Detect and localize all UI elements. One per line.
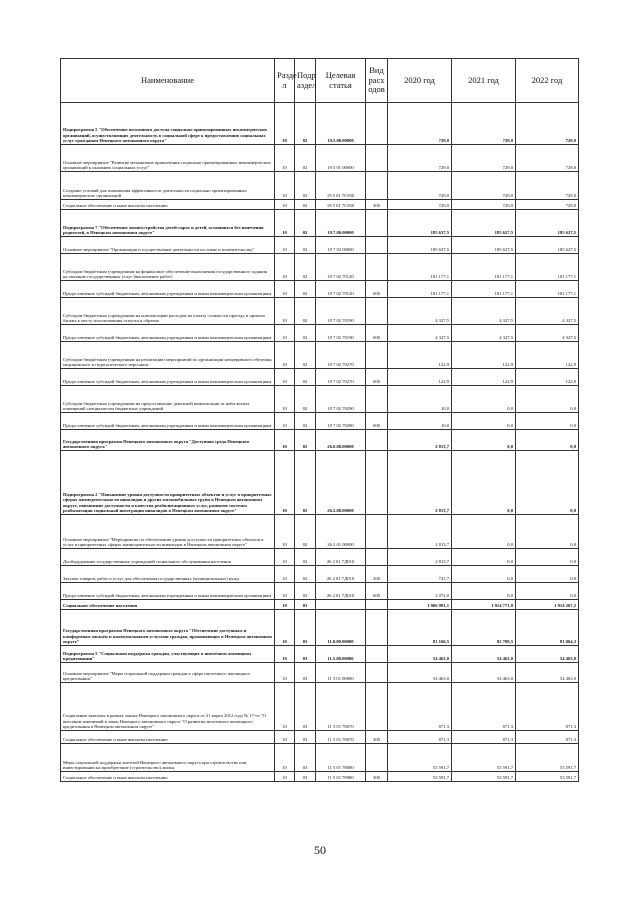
header-name: Наименование [61, 59, 275, 103]
table-body [61, 103, 579, 782]
row-vid-rashodov [366, 515, 388, 549]
row-value-2021: 185 627,5 [452, 210, 516, 237]
row-tselevaya-statya: 26 2 01 00000 [316, 515, 366, 549]
row-value-2021: 871,3 [452, 683, 516, 731]
row-name: Основное мероприятие "Организация и осуществление деятельности по опеке и попечительству" [61, 237, 275, 254]
row-value-2020: 2 813,7 [388, 430, 452, 451]
row-vid-rashodov [366, 103, 388, 145]
row-razdel: 10 [275, 430, 295, 451]
row-value-2022: 0,0 [516, 549, 579, 566]
table-row [61, 210, 579, 237]
row-value-2022: 0,0 [516, 413, 579, 430]
table-row [61, 430, 579, 451]
row-name: Подпрограмма 2 "Повышение уровня доступности приоритетных объектов и услуг в приоритетных сферах жизнедеятельности инвалидов и других маломобильных групп в Ненецком автономном округе, повышение доступности и качества реабилитационных услуг, развитие системы реабилитации социальной интеграции инвалидов в Ненецком автономном округе" [61, 451, 275, 515]
row-name: Дооборудование государственных учреждений социального обслуживания населения [61, 549, 275, 566]
row-razdel: 10 [275, 731, 295, 744]
row-podrazdel: 03 [295, 646, 316, 663]
row-name: Основное мероприятие "Мероприятия по обеспечению уровня доступности приоритетных объектов и услуг в приоритетных сферах жизнедеятельности инвалидов в Ненецком автономном округе" [61, 515, 275, 549]
row-name: Социальные выплаты в рамках закона Ненецкого автономного округа от 21 марта 2012 года № 17-оз "О внесении изменений в закон Ненецкого автономного округа "О развитии ипотечного жилищного кредитования в Ненецком автономном округе" [61, 683, 275, 731]
table-row [61, 515, 579, 549]
row-podrazdel: 02 [295, 342, 316, 369]
row-name: Субсидии бюджетным учреждениям на предоставление денежной компенсации за наём жилых помещений специалистам бюджетных учреждений [61, 386, 275, 413]
row-value-2021: 0,0 [452, 451, 516, 515]
row-value-2020: 4 327,5 [388, 298, 452, 325]
row-tselevaya-statya: 19 7 02 70120 [316, 254, 366, 281]
row-podrazdel: 02 [295, 298, 316, 325]
table-row [61, 663, 579, 683]
row-name: Закупка товаров, работ и услуг для обеспечения государственных (муниципальных) нужд [61, 566, 275, 583]
row-value-2022: 871,3 [516, 731, 579, 744]
row-value-2020: 181 177,1 [388, 281, 452, 298]
table-row [61, 342, 579, 369]
row-podrazdel: 02 [295, 386, 316, 413]
row-value-2021: 0,0 [452, 430, 516, 451]
row-value-2020: 185 637,5 [388, 237, 452, 254]
row-vid-rashodov [366, 386, 388, 413]
budget-table-page [60, 58, 578, 782]
row-vid-rashodov: 600 [366, 281, 388, 298]
row-name: Меры социальной поддержки жителей Ненецкого автономного округа при строительстве или инвестировании на приобретение (строительство) жилья [61, 744, 275, 772]
row-podrazdel: 02 [295, 413, 316, 430]
row-value-2020: 741,7 [388, 566, 452, 583]
row-value-2021: 53 591,7 [452, 772, 516, 782]
header-razdel: Разде л [275, 59, 295, 103]
row-value-2022: 53 591,7 [516, 772, 579, 782]
row-tselevaya-statya: 26 2 01 7Д010 [316, 566, 366, 583]
row-vid-rashodov [366, 254, 388, 281]
row-value-2022: 4 327,5 [516, 298, 579, 325]
row-name: Социальное обеспечение и иные выплаты населению [61, 772, 275, 782]
table-row [61, 744, 579, 772]
table-row [61, 610, 579, 646]
header-year-2022: 2022 год [516, 59, 579, 103]
row-podrazdel: 02 [295, 200, 316, 210]
row-value-2020: 871,3 [388, 731, 452, 744]
row-value-2022: 54 463,0 [516, 646, 579, 663]
table-row [61, 369, 579, 386]
row-value-2020: 181 177,1 [388, 254, 452, 281]
row-tselevaya-statya: 26 2 01 7Д010 [316, 549, 366, 566]
row-podrazdel: 02 [295, 210, 316, 237]
row-tselevaya-statya: 19.5.00.00000 [316, 103, 366, 145]
row-value-2022: 4 327,5 [516, 325, 579, 342]
header-podrazdel: Подр аздел [295, 59, 316, 103]
row-value-2022: 871,3 [516, 683, 579, 731]
row-value-2022: 0,0 [516, 386, 579, 413]
table-row [61, 600, 579, 610]
row-vid-rashodov: 600 [366, 369, 388, 386]
row-tselevaya-statya: 19 7 02 70190 [316, 325, 366, 342]
row-vid-rashodov [366, 744, 388, 772]
row-podrazdel: 02 [295, 237, 316, 254]
row-razdel: 10 [275, 325, 295, 342]
row-vid-rashodov: 300 [366, 200, 388, 210]
row-value-2022: 53 591,7 [516, 744, 579, 772]
row-tselevaya-statya: 11 5 01 00000 [316, 663, 366, 683]
row-podrazdel: 03 [295, 600, 316, 610]
row-value-2020: 729,0 [388, 172, 452, 200]
row-name: Подпрограмма 5 "Социальная поддержка граждан, участвующих в ипотечном жилищном кредитовании" [61, 646, 275, 663]
budget-table [60, 58, 579, 782]
row-tselevaya-statya [316, 600, 366, 610]
row-value-2021: 729,0 [452, 103, 516, 145]
row-podrazdel: 02 [295, 254, 316, 281]
table-row [61, 566, 579, 583]
row-razdel: 10 [275, 744, 295, 772]
row-vid-rashodov [366, 145, 388, 172]
row-name: Субсидии бюджетным учреждениям на реализацию мероприятий по организации непрерывного обучения медицинского и педагогического персонала [61, 342, 275, 369]
row-razdel: 10 [275, 583, 295, 600]
table-row [61, 583, 579, 600]
row-razdel: 10 [275, 103, 295, 145]
row-podrazdel: 02 [295, 515, 316, 549]
row-vid-rashodov [366, 600, 388, 610]
row-value-2022: 122,9 [516, 369, 579, 386]
table-row [61, 237, 579, 254]
row-value-2020: 54 463,0 [388, 663, 452, 683]
row-tselevaya-statya: 26.2.00.00000 [316, 451, 366, 515]
row-tselevaya-statya: 19 5 01 7С950 [316, 172, 366, 200]
row-vid-rashodov [366, 683, 388, 731]
row-tselevaya-statya: 26 2 01 7Д010 [316, 583, 366, 600]
row-podrazdel: 02 [295, 583, 316, 600]
row-value-2022: 729,0 [516, 145, 579, 172]
row-name: Социальное обеспечение и иные выплаты населению [61, 200, 275, 210]
row-podrazdel: 02 [295, 281, 316, 298]
header-tselevaya-statya: Целевая статья [316, 59, 366, 103]
row-razdel: 10 [275, 451, 295, 515]
row-name: Предоставление субсидий бюджетным, автономным учреждениям и иным некоммерческим организациям [61, 281, 275, 298]
table-row [61, 145, 579, 172]
table-row [61, 413, 579, 430]
row-razdel: 10 [275, 369, 295, 386]
row-name: Создание условий для повышения эффективности деятельности социально ориентированных некоммерческих организаций [61, 172, 275, 200]
row-razdel: 10 [275, 281, 295, 298]
row-value-2020: 81 166,5 [388, 610, 452, 646]
row-name: Подпрограмма 5 "Обеспечение поэтапного доступа социально ориентированных некоммерческих организаций, осуществляющих деятельность в социальной сфере к предоставлению социальных услуг гражданам Ненецкого автономного округа" [61, 103, 275, 145]
table-header-row [61, 59, 579, 103]
table-row [61, 683, 579, 731]
row-value-2022: 0,0 [516, 566, 579, 583]
row-tselevaya-statya: 19 7 02 70270 [316, 342, 366, 369]
row-tselevaya-statya: 19 7 02 70120 [316, 281, 366, 298]
row-name: Предоставление субсидий бюджетным, автономным учреждениям и иным некоммерческим организациям [61, 325, 275, 342]
row-razdel: 10 [275, 254, 295, 281]
row-razdel: 10 [275, 210, 295, 237]
table-row [61, 549, 579, 566]
row-name: Государственная программа Ненецкого автономного округа "Доступная среда Ненецкого автономного округа" [61, 430, 275, 451]
row-value-2020: 53 591,7 [388, 772, 452, 782]
table-row [61, 731, 579, 744]
row-value-2020: 10,0 [388, 386, 452, 413]
row-value-2022: 185 627,5 [516, 237, 579, 254]
row-value-2022: 181 177,1 [516, 281, 579, 298]
row-value-2022: 181 177,1 [516, 254, 579, 281]
row-vid-rashodov: 600 [366, 583, 388, 600]
row-podrazdel: 03 [295, 663, 316, 683]
row-value-2020: 1 906 991,1 [388, 600, 452, 610]
row-tselevaya-statya: 11 5 01 78070 [316, 731, 366, 744]
table-row [61, 172, 579, 200]
row-razdel: 10 [275, 515, 295, 549]
row-value-2022: 1 914 267,2 [516, 600, 579, 610]
row-name: Предоставление субсидий бюджетным, автономным учреждениям и иным некоммерческим организациям [61, 369, 275, 386]
row-value-2022: 0,0 [516, 515, 579, 549]
row-value-2021: 181 177,1 [452, 281, 516, 298]
row-name: Предоставление субсидий бюджетным, автономным учреждениям и иным некоммерческим организациям [61, 413, 275, 430]
row-value-2021: 82 709,5 [452, 610, 516, 646]
page-number: 50 [314, 843, 326, 857]
row-vid-rashodov [366, 549, 388, 566]
row-vid-rashodov: 600 [366, 413, 388, 430]
row-value-2022: 0,0 [516, 583, 579, 600]
row-vid-rashodov: 600 [366, 325, 388, 342]
row-value-2020: 122,9 [388, 342, 452, 369]
row-value-2022: 729,0 [516, 200, 579, 210]
table-row [61, 325, 579, 342]
row-value-2020: 2 813,7 [388, 451, 452, 515]
row-podrazdel: 03 [295, 683, 316, 731]
row-value-2021: 181 177,1 [452, 254, 516, 281]
row-value-2022: 729,0 [516, 172, 579, 200]
row-value-2020: 729,0 [388, 200, 452, 210]
row-value-2021: 54 463,0 [452, 663, 516, 683]
header-year-2020: 2020 год [388, 59, 452, 103]
row-name: Основное мероприятие "Меры социальной поддержки граждан в сфере ипотечного жилищного кредитования" [61, 663, 275, 683]
row-razdel: 10 [275, 566, 295, 583]
row-value-2021: 729,0 [452, 145, 516, 172]
row-razdel: 10 [275, 772, 295, 782]
row-podrazdel: 02 [295, 451, 316, 515]
row-podrazdel: 02 [295, 145, 316, 172]
row-tselevaya-statya: 11 5 01 78080 [316, 744, 366, 772]
table-row [61, 200, 579, 210]
row-tselevaya-statya: 19 7 02 70290 [316, 413, 366, 430]
header-vid-rashodov: Вид расх одов [366, 59, 388, 103]
row-tselevaya-statya: 19 7 02 00000 [316, 237, 366, 254]
row-value-2021: 871,3 [452, 731, 516, 744]
row-razdel: 10 [275, 237, 295, 254]
row-podrazdel: 02 [295, 369, 316, 386]
row-value-2022: 0,0 [516, 430, 579, 451]
table-row [61, 772, 579, 782]
row-value-2022: 185 627,5 [516, 210, 579, 237]
row-value-2020: 2 072,0 [388, 583, 452, 600]
row-razdel: 10 [275, 683, 295, 731]
row-name: Социальное обеспечение населения [61, 600, 275, 610]
row-value-2022: 122,9 [516, 342, 579, 369]
row-tselevaya-statya: 26.0.00.00000 [316, 430, 366, 451]
row-value-2020: 729,0 [388, 145, 452, 172]
row-vid-rashodov [366, 298, 388, 325]
row-value-2022: 54 463,0 [516, 663, 579, 683]
row-value-2021: 53 591,7 [452, 744, 516, 772]
row-value-2021: 122,9 [452, 342, 516, 369]
row-tselevaya-statya: 11 5 01 78080 [316, 772, 366, 782]
table-row [61, 451, 579, 515]
row-value-2022: 0,0 [516, 451, 579, 515]
row-podrazdel: 03 [295, 610, 316, 646]
row-value-2020: 2 813,7 [388, 549, 452, 566]
row-value-2021: 4 327,5 [452, 298, 516, 325]
row-razdel: 10 [275, 600, 295, 610]
row-vid-rashodov [366, 610, 388, 646]
row-podrazdel: 02 [295, 430, 316, 451]
row-tselevaya-statya: 19 5 01 7С950 [316, 200, 366, 210]
row-value-2021: 0,0 [452, 583, 516, 600]
row-value-2021: 0,0 [452, 549, 516, 566]
header-year-2021: 2021 год [452, 59, 516, 103]
row-razdel: 10 [275, 172, 295, 200]
row-value-2021: 185 627,5 [452, 237, 516, 254]
row-name: Предоставление субсидий бюджетным, автономным учреждениям и иным некоммерческим организациям [61, 583, 275, 600]
row-value-2021: 0,0 [452, 386, 516, 413]
row-vid-rashodov [366, 342, 388, 369]
table-row [61, 386, 579, 413]
row-tselevaya-statya: 11 5 01 78070 [316, 683, 366, 731]
row-podrazdel: 02 [295, 566, 316, 583]
row-tselevaya-statya: 19.7.00.00000 [316, 210, 366, 237]
row-vid-rashodov [366, 646, 388, 663]
row-value-2022: 81 064,3 [516, 610, 579, 646]
row-value-2021: 729,0 [452, 200, 516, 210]
row-value-2020: 4 327,5 [388, 325, 452, 342]
row-vid-rashodov: 300 [366, 731, 388, 744]
row-value-2021: 0,0 [452, 515, 516, 549]
row-vid-rashodov [366, 430, 388, 451]
table-row [61, 103, 579, 145]
row-tselevaya-statya: 19 7 02 70190 [316, 298, 366, 325]
row-vid-rashodov [366, 210, 388, 237]
row-razdel: 10 [275, 342, 295, 369]
row-podrazdel: 02 [295, 172, 316, 200]
row-value-2020: 2 813,7 [388, 515, 452, 549]
row-tselevaya-statya: 19 7 02 70270 [316, 369, 366, 386]
row-value-2020: 871,3 [388, 683, 452, 731]
table-row [61, 281, 579, 298]
table-row [61, 254, 579, 281]
row-value-2020: 122,9 [388, 369, 452, 386]
row-vid-rashodov [366, 237, 388, 254]
row-tselevaya-statya: 19 5 01 00000 [316, 145, 366, 172]
row-razdel: 10 [275, 610, 295, 646]
row-razdel: 10 [275, 549, 295, 566]
row-value-2020: 53 591,7 [388, 744, 452, 772]
table-row [61, 646, 579, 663]
row-name: Основное мероприятие "Развитие механизмов привлечения социально ориентированных некоммерческих организаций к оказанию социальных услуг" [61, 145, 275, 172]
row-razdel: 10 [275, 386, 295, 413]
row-tselevaya-statya: 11.5.00.00000 [316, 646, 366, 663]
row-value-2020: 185 637,5 [388, 210, 452, 237]
row-vid-rashodov: 300 [366, 772, 388, 782]
row-razdel: 10 [275, 646, 295, 663]
row-value-2021: 0,0 [452, 413, 516, 430]
row-podrazdel: 02 [295, 549, 316, 566]
row-name: Подпрограмма 7 "Обеспечение жизнеустройства детей-сирот и детей, оставшихся без попечения родителей, в Ненецком автономном округе" [61, 210, 275, 237]
row-podrazdel: 02 [295, 325, 316, 342]
row-vid-rashodov [366, 172, 388, 200]
row-razdel: 10 [275, 145, 295, 172]
row-podrazdel: 03 [295, 744, 316, 772]
row-razdel: 10 [275, 200, 295, 210]
row-razdel: 10 [275, 298, 295, 325]
row-value-2021: 54 463,0 [452, 646, 516, 663]
row-value-2021: 4 327,5 [452, 325, 516, 342]
row-value-2021: 0,0 [452, 566, 516, 583]
row-name: Социальное обеспечение и иные выплаты населению [61, 731, 275, 744]
row-value-2022: 729,0 [516, 103, 579, 145]
row-value-2021: 122,9 [452, 369, 516, 386]
row-podrazdel: 02 [295, 103, 316, 145]
row-value-2021: 729,0 [452, 172, 516, 200]
row-name: Субсидии бюджетным учреждениям на финансовое обеспечение выполнения государственного задания на оказание государственных услуг (выполнение работ) [61, 254, 275, 281]
row-value-2020: 54 463,0 [388, 646, 452, 663]
row-tselevaya-statya: 11.0.00.00000 [316, 610, 366, 646]
row-vid-rashodov [366, 451, 388, 515]
row-tselevaya-statya: 19 7 02 70290 [316, 386, 366, 413]
row-name: Субсидии бюджетным учреждениям на компенсацию расходов на оплату стоимости проезда и провоза багажа к месту использования отпуска и обратно [61, 298, 275, 325]
row-value-2021: 1 914 771,8 [452, 600, 516, 610]
row-value-2020: 729,0 [388, 103, 452, 145]
row-razdel: 10 [275, 663, 295, 683]
row-podrazdel: 03 [295, 772, 316, 782]
row-vid-rashodov [366, 663, 388, 683]
row-vid-rashodov: 200 [366, 566, 388, 583]
row-name: Государственная программа Ненецкого автономного округа "Обеспечение доступным и комфортным жильём и коммунальными услугами граждан, проживающих в Ненецком автономном округе" [61, 610, 275, 646]
row-value-2020: 10,0 [388, 413, 452, 430]
row-razdel: 10 [275, 413, 295, 430]
table-row [61, 298, 579, 325]
row-podrazdel: 03 [295, 731, 316, 744]
